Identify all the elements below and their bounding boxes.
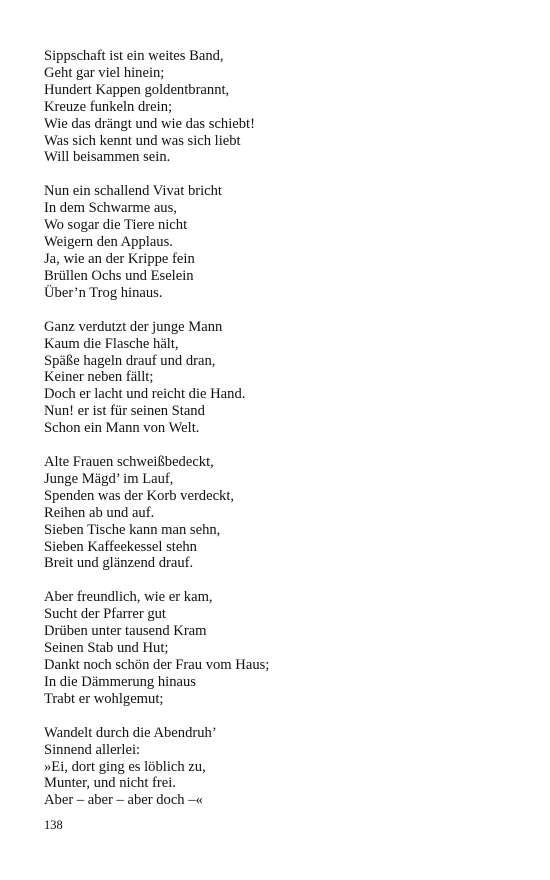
poem-line: Was sich kennt und was sich liebt	[44, 132, 241, 149]
poem-line: Will beisammen sein.	[44, 149, 171, 166]
poem-line: Ganz verdutzt der junge Mann	[44, 318, 223, 335]
poem-line: Alte Frauen schweißbedeckt,	[44, 454, 214, 471]
poem-line: Nun! er ist für seinen Stand	[44, 403, 205, 420]
stanza-1	[44, 48, 524, 166]
poem-line: Sinnend allerlei:	[44, 741, 141, 758]
poem-line: Dankt noch schön der Frau vom Haus;	[44, 657, 270, 673]
poem-line: Hundert Kappen goldentbrannt,	[44, 81, 230, 98]
poem-text	[44, 48, 524, 826]
poem-line: Sippschaft ist ein weites Band,	[44, 48, 224, 64]
poem-line: Munter, und nicht frei.	[44, 775, 176, 792]
poem-line: Schon ein Mann von Welt.	[44, 420, 200, 437]
poem-line: Sieben Kaffeekessel stehn	[44, 538, 197, 555]
poem-line: »Ei, dort ging es löblich zu,	[44, 758, 206, 775]
poem-line: Wo sogar die Tiere nicht	[44, 217, 188, 234]
poem-line: Kaum die Flasche hält,	[44, 335, 179, 352]
stanza-3	[44, 319, 524, 437]
poem-line: Nun ein schallend Vivat bricht	[44, 183, 222, 200]
poem-line: Drüben unter tausend Kram	[44, 623, 207, 640]
poem-line: Doch er lacht und reicht die Hand.	[44, 386, 246, 403]
poem-line: In dem Schwarme aus,	[44, 200, 177, 217]
poem-line: Aber freundlich, wie er kam,	[44, 589, 213, 606]
poem-line: Späße hageln drauf und dran,	[44, 352, 216, 369]
stanza-5	[44, 589, 524, 707]
poem-line: Reihen ab und auf.	[44, 504, 155, 521]
poem-line: Breit und glänzend drauf.	[44, 555, 194, 572]
poem-line: Geht gar viel hinein;	[44, 64, 165, 81]
page-number: 138	[44, 818, 63, 832]
poem-line: Wie das drängt und wie das schiebt!	[44, 115, 255, 132]
stanza-4	[44, 454, 524, 572]
poem-line: Sucht der Pfarrer gut	[44, 606, 166, 623]
stanza-6	[44, 725, 524, 810]
poem-line: In die Dämmerung hinaus	[44, 673, 196, 690]
stanza-2	[44, 183, 524, 301]
poem-line: Seinen Stab und Hut;	[44, 640, 169, 657]
poem-line: Über’n Trog hinaus.	[44, 284, 163, 301]
poem-line: Ja, wie an der Krippe fein	[44, 250, 195, 267]
poem-line: Aber – aber – aber doch –«	[44, 792, 203, 809]
poem-line: Sieben Tische kann man sehn,	[44, 521, 221, 538]
poem-line: Spenden was der Korb verdeckt,	[44, 487, 235, 504]
poem-line: Weigern den Applaus.	[44, 234, 173, 251]
poem-line: Trabt er wohlgemut;	[44, 690, 164, 707]
poem-line: Junge Mägd’ im Lauf,	[44, 470, 174, 487]
poem-line: Kreuze funkeln drein;	[44, 98, 173, 115]
poem-line: Wandelt durch die Abendruh’	[44, 724, 217, 741]
poem-line: Keiner neben fällt;	[44, 369, 154, 386]
poem-line: Brüllen Ochs und Eselein	[44, 267, 194, 284]
